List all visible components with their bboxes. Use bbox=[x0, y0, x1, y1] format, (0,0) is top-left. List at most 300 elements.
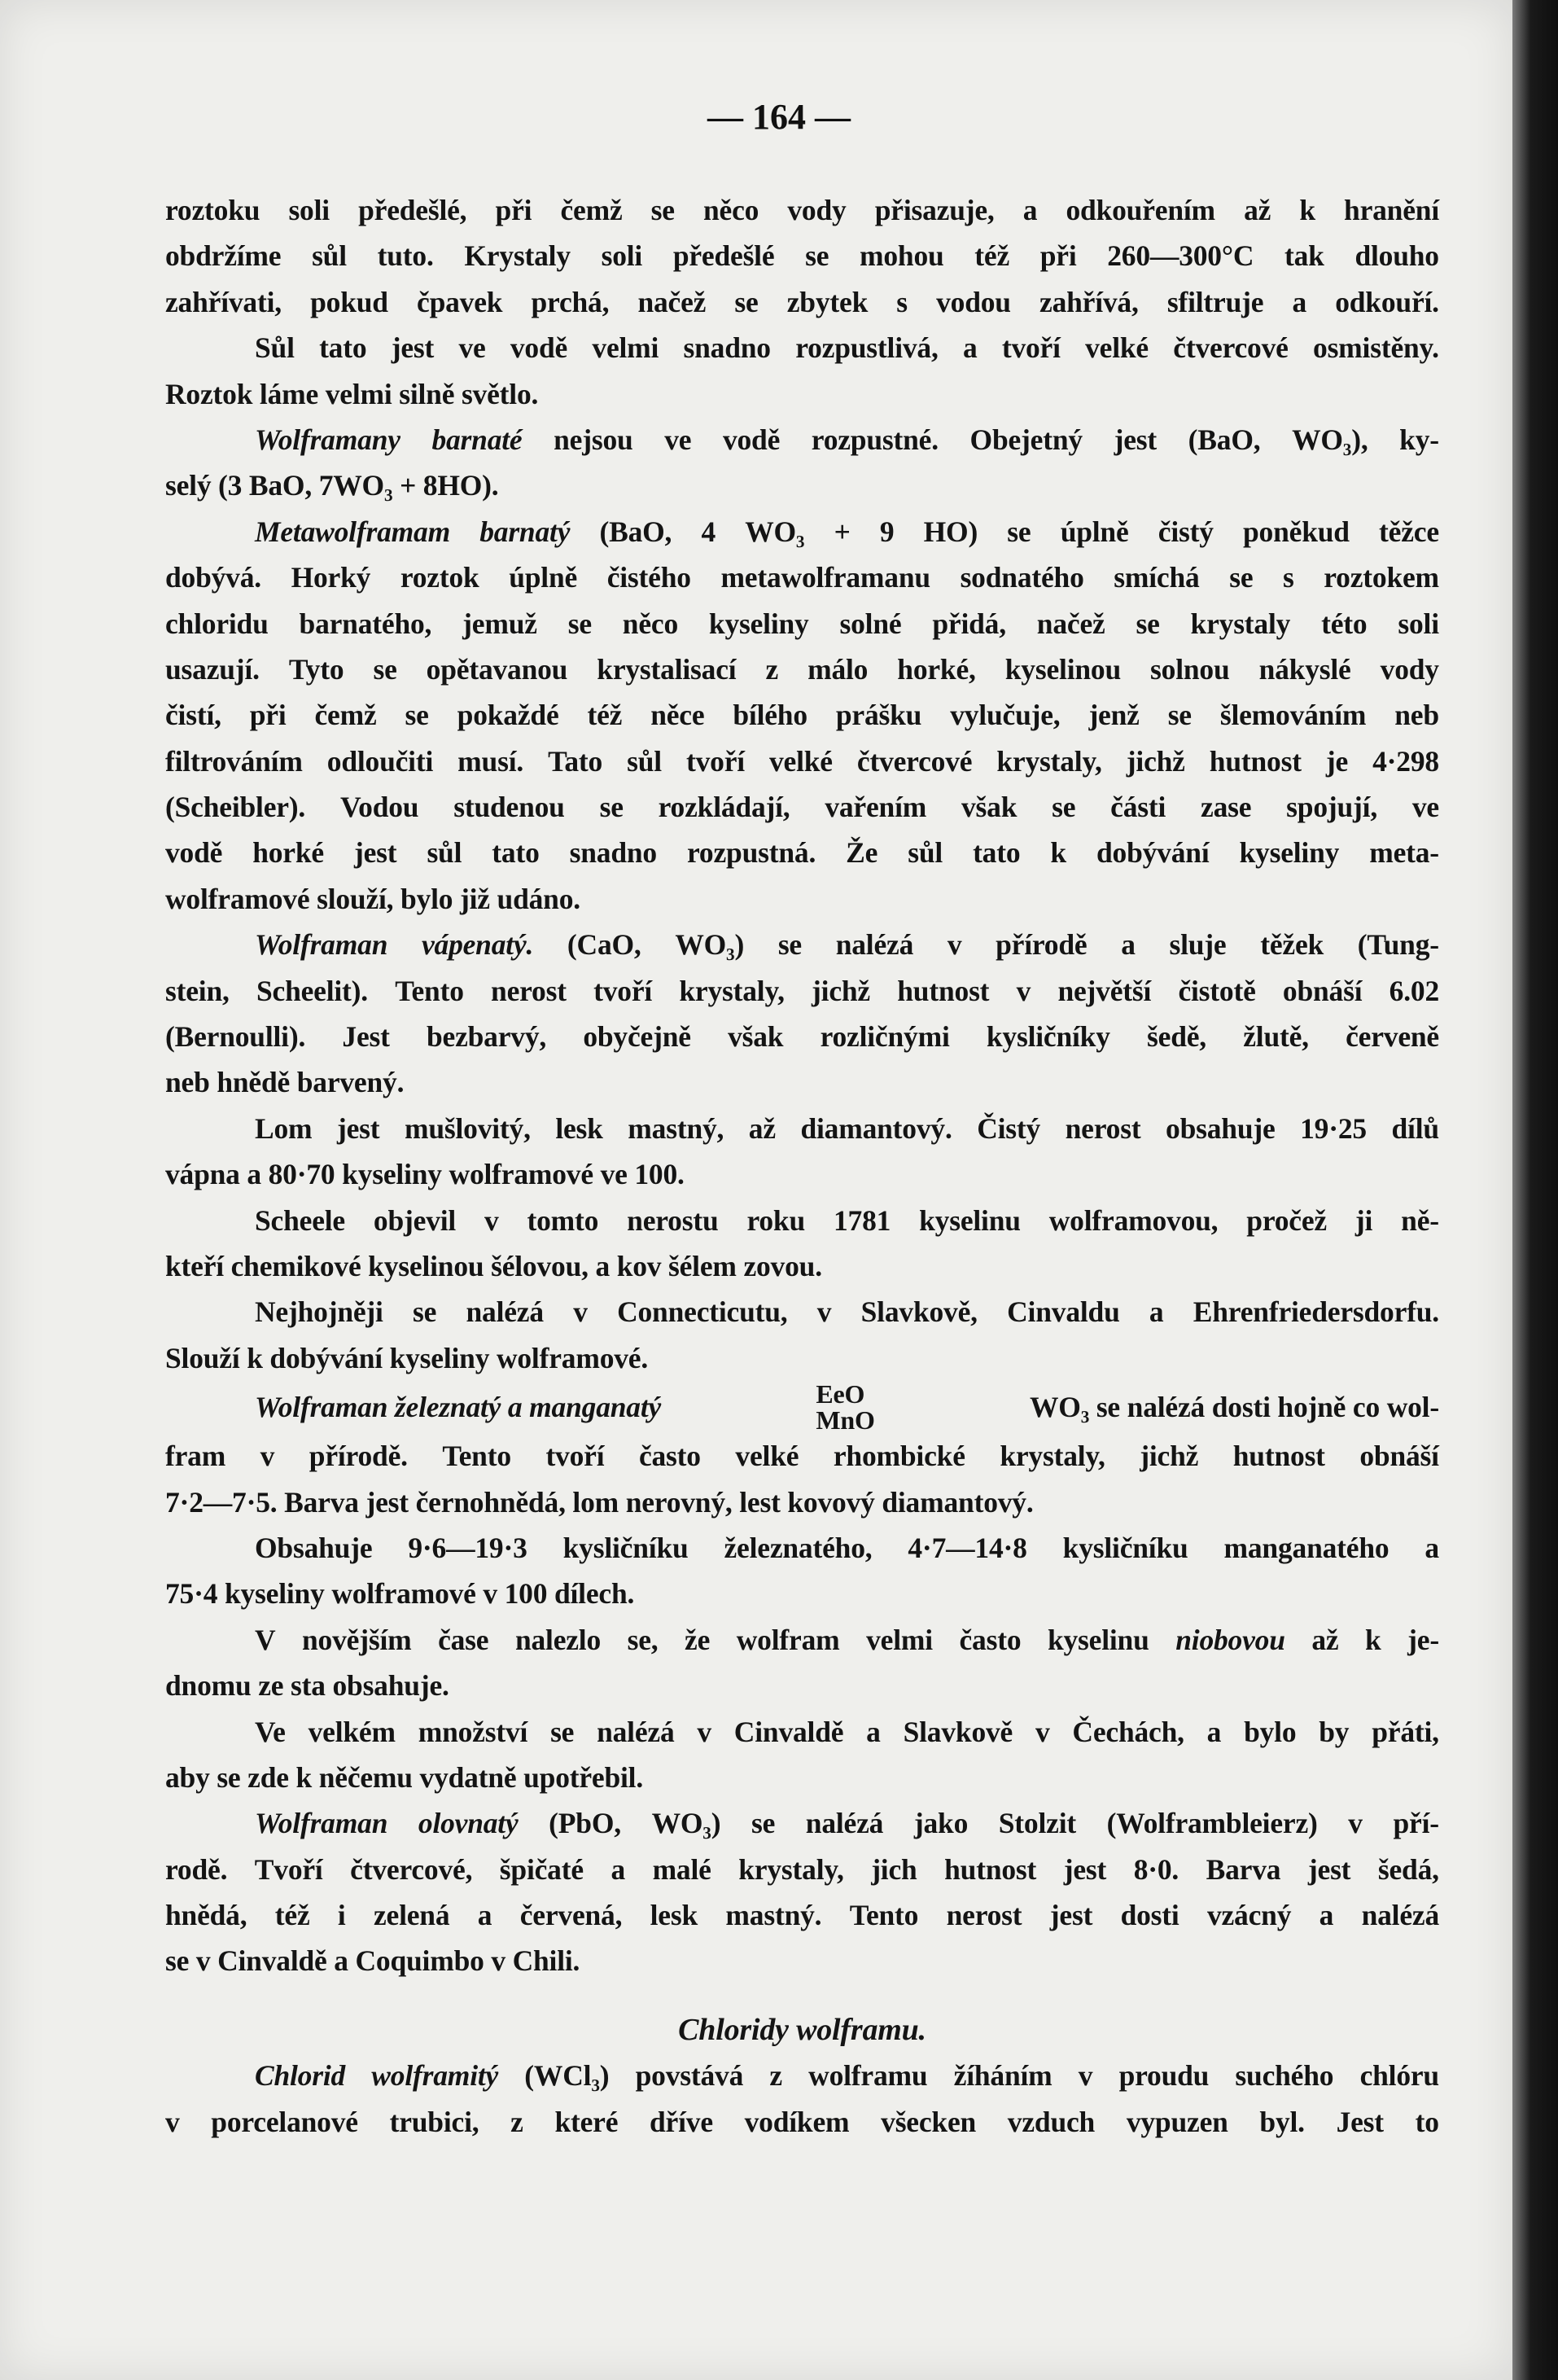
text-line bbox=[165, 1198, 1439, 1243]
word: a bbox=[1425, 1531, 1439, 1564]
text-line bbox=[165, 1433, 1439, 1479]
word: čistí, bbox=[165, 699, 221, 732]
text-line: se v Cinvaldě a Coquimbo v Chili. bbox=[165, 1944, 580, 1978]
word: se bbox=[1167, 699, 1192, 732]
word: největší bbox=[1057, 974, 1152, 1007]
word: Chlorid bbox=[255, 2059, 346, 2093]
word: při bbox=[249, 699, 287, 732]
word: sůl bbox=[427, 836, 462, 870]
text-line bbox=[165, 509, 1439, 554]
word: Nejhojněji bbox=[255, 1295, 383, 1329]
word: dobývání bbox=[1096, 836, 1210, 870]
word: tvoří bbox=[1001, 331, 1061, 365]
word: wolframu bbox=[808, 2059, 928, 2093]
word: tato bbox=[319, 331, 367, 365]
word: Ve bbox=[255, 1715, 286, 1748]
word: k bbox=[1365, 1623, 1381, 1656]
word: chloridu bbox=[165, 607, 269, 640]
word: rozličnými bbox=[820, 1020, 950, 1054]
word: stein, bbox=[165, 974, 230, 1007]
word: se bbox=[1229, 561, 1254, 594]
word: nalézá bbox=[1361, 1899, 1439, 1932]
word: s bbox=[896, 285, 908, 318]
word: pokud bbox=[310, 285, 388, 318]
text-line bbox=[165, 1709, 1439, 1755]
word: barnatý bbox=[479, 515, 571, 548]
word: to bbox=[1415, 2105, 1439, 2138]
word: čistotě bbox=[1178, 974, 1256, 1007]
word: wolfram bbox=[736, 1623, 840, 1656]
word: šedá, bbox=[1377, 1852, 1439, 1886]
word: se bbox=[567, 607, 592, 640]
word: čemž bbox=[560, 194, 623, 226]
text-line: selý (3 BaO, 7WO₃ + 8HO). bbox=[165, 469, 499, 502]
word: vodou bbox=[936, 285, 1011, 318]
word: olovnatý bbox=[418, 1807, 519, 1840]
word: hutnost bbox=[1209, 744, 1302, 778]
word: s bbox=[1283, 561, 1294, 594]
word: hranění bbox=[1344, 194, 1439, 226]
mineral-name: Wolframan železnatý a manganatý bbox=[255, 1390, 662, 1423]
word: rozpustné. bbox=[811, 423, 939, 456]
word: je bbox=[1325, 744, 1349, 778]
word: roku bbox=[746, 1203, 806, 1237]
word: krystaly, bbox=[1000, 1440, 1105, 1473]
word: přidá, bbox=[932, 607, 1006, 640]
word: jest bbox=[1049, 1899, 1093, 1932]
word: tuto. bbox=[377, 239, 434, 273]
word: dobývá. bbox=[165, 561, 261, 594]
word: přáti, bbox=[1372, 1715, 1439, 1748]
word: jichž bbox=[812, 974, 870, 1007]
word: Cinvaldu bbox=[1007, 1295, 1120, 1329]
word: Tento bbox=[395, 974, 464, 1007]
word: soli bbox=[1398, 607, 1439, 640]
text-line: aby se zde k něčemu vydatně upotřebil. bbox=[165, 1760, 644, 1794]
word: horké, bbox=[897, 652, 976, 686]
word: Jest bbox=[342, 1020, 390, 1054]
word: z bbox=[765, 652, 779, 686]
word: Horký bbox=[291, 561, 371, 594]
word: Ehrenfriedersdorfu. bbox=[1193, 1295, 1439, 1329]
word: novějším bbox=[302, 1623, 412, 1656]
text-line-formula bbox=[165, 1381, 1439, 1433]
text-line bbox=[165, 1847, 1439, 1892]
word: nerost bbox=[1065, 1111, 1141, 1145]
word: krystalisací bbox=[597, 652, 737, 686]
word: i bbox=[337, 1899, 346, 1932]
word: se bbox=[599, 791, 624, 824]
word: kyseliny bbox=[708, 607, 809, 640]
word: jest bbox=[336, 1111, 380, 1145]
word: Wolframan bbox=[255, 928, 388, 962]
word: fram bbox=[165, 1440, 226, 1473]
text-line: vápna a 80·70 kyseliny wolframové ve 100. bbox=[165, 1158, 685, 1191]
word: načež bbox=[1036, 607, 1105, 640]
word: přírodě. bbox=[309, 1440, 408, 1473]
word: v bbox=[484, 1203, 499, 1237]
word: studenou bbox=[453, 791, 565, 824]
word: malé bbox=[652, 1852, 711, 1886]
word: čpavek bbox=[417, 285, 503, 318]
word: vzácný bbox=[1206, 1899, 1292, 1932]
word: přisazuje, bbox=[874, 194, 995, 226]
word: filtrováním bbox=[165, 744, 303, 778]
word: nerostu bbox=[627, 1203, 719, 1237]
word: Obsahuje bbox=[255, 1531, 373, 1564]
word: k bbox=[1299, 194, 1315, 226]
text-line bbox=[165, 233, 1439, 278]
word: odkouří. bbox=[1335, 285, 1439, 318]
word: šedě, bbox=[1147, 1020, 1206, 1054]
formula-rest: WO₃ se nalézá dosti hojně co wol- bbox=[1029, 1390, 1439, 1423]
word: se bbox=[777, 928, 802, 962]
word: kysličníku bbox=[562, 1531, 689, 1564]
word: tato bbox=[973, 836, 1021, 870]
word: a bbox=[1292, 285, 1307, 318]
word: zbytek bbox=[786, 285, 869, 318]
word: kyselinu bbox=[1047, 1623, 1149, 1656]
word: (WCl₃) bbox=[524, 2059, 610, 2093]
word: manganatého bbox=[1223, 1531, 1390, 1564]
word: je- bbox=[1407, 1623, 1439, 1656]
word: v bbox=[816, 1295, 832, 1329]
word: v bbox=[697, 1715, 711, 1748]
word: zahřívá, bbox=[1039, 285, 1139, 318]
word: vypuzen bbox=[1126, 2105, 1228, 2138]
word: a bbox=[1149, 1295, 1164, 1329]
word: 4 bbox=[701, 515, 716, 548]
word: a bbox=[866, 1715, 881, 1748]
word: čtvercové, bbox=[350, 1852, 473, 1886]
word: tvoří bbox=[685, 744, 745, 778]
word: předešlé, bbox=[358, 194, 467, 226]
word: v bbox=[1348, 1807, 1363, 1840]
word: často bbox=[959, 1623, 1022, 1656]
word: často bbox=[638, 1440, 701, 1473]
word: v bbox=[260, 1440, 275, 1473]
word: krystaly, bbox=[679, 974, 785, 1007]
word: tak bbox=[1284, 239, 1324, 273]
word: nerost bbox=[491, 974, 567, 1007]
word: vody bbox=[787, 194, 847, 226]
word: též bbox=[974, 239, 1010, 273]
formula-bracket bbox=[816, 1381, 874, 1433]
word: ji bbox=[1354, 1203, 1373, 1237]
word: jest bbox=[1114, 423, 1158, 456]
word: lesk bbox=[555, 1111, 603, 1145]
word: prchá, bbox=[531, 285, 610, 318]
word: trubici, bbox=[389, 2105, 479, 2138]
word: porcelanové bbox=[211, 2105, 358, 2138]
word: spojují, bbox=[1286, 791, 1377, 824]
word: Že bbox=[846, 836, 878, 870]
word: 6.02 bbox=[1389, 974, 1439, 1007]
word: dílů bbox=[1391, 1111, 1439, 1145]
word: ve bbox=[664, 423, 692, 456]
word: vápenatý. bbox=[421, 928, 534, 962]
word: červeně bbox=[1346, 1020, 1439, 1054]
word: se bbox=[413, 1295, 437, 1329]
word: velké bbox=[768, 744, 833, 778]
word: solnou bbox=[1150, 652, 1230, 686]
word: (Tung- bbox=[1357, 928, 1439, 962]
word: meta- bbox=[1369, 836, 1439, 870]
word: Cinvaldě bbox=[733, 1715, 844, 1748]
word: niobovou bbox=[1175, 1623, 1285, 1656]
word: hutnost bbox=[944, 1852, 1037, 1886]
word: a bbox=[1206, 1715, 1222, 1748]
text-line: dnomu ze sta obsahuje. bbox=[165, 1669, 449, 1703]
word: (Scheibler). bbox=[165, 791, 306, 824]
word: solné bbox=[839, 607, 902, 640]
word: a bbox=[611, 1852, 626, 1886]
word: nejsou bbox=[554, 423, 633, 456]
word: však bbox=[961, 791, 1018, 824]
text-line bbox=[165, 554, 1439, 600]
word: hutnost bbox=[1232, 1440, 1325, 1473]
word: tvoří bbox=[593, 974, 653, 1007]
word: bezbarvý, bbox=[426, 1020, 547, 1054]
word: pročež bbox=[1246, 1203, 1327, 1237]
word: nákyslé bbox=[1258, 652, 1351, 686]
word: opětavanou bbox=[426, 652, 568, 686]
text-line bbox=[165, 1289, 1439, 1335]
word: v bbox=[1035, 1715, 1050, 1748]
word: k bbox=[1050, 836, 1066, 870]
word: Jest bbox=[1336, 2105, 1384, 2138]
page-number: — 164 — bbox=[707, 97, 851, 137]
word: těžce bbox=[1379, 515, 1439, 548]
word: kyselinou bbox=[1004, 652, 1121, 686]
word: roztoku bbox=[165, 194, 260, 226]
text-line: wolframové slouží, bylo již udáno. bbox=[165, 882, 580, 915]
word: soli bbox=[288, 194, 330, 226]
word: nalézá bbox=[597, 1715, 675, 1748]
word: úplně bbox=[509, 561, 578, 594]
word: ve bbox=[1411, 791, 1439, 824]
word: sůl bbox=[312, 239, 347, 273]
word: objevil bbox=[373, 1203, 457, 1237]
word: těžek bbox=[1260, 928, 1324, 962]
word: velké bbox=[735, 1440, 799, 1473]
word: z bbox=[510, 2105, 523, 2138]
word: barnatého, bbox=[299, 607, 432, 640]
word: osmistěny. bbox=[1313, 331, 1439, 365]
word: usazují. bbox=[165, 652, 260, 686]
word: se bbox=[734, 285, 759, 318]
word: barnaté bbox=[431, 423, 523, 456]
text-line: 75·4 kyseliny wolframové v 100 dílech. bbox=[165, 1577, 635, 1611]
word: čase bbox=[438, 1623, 489, 1656]
word: nalezlo bbox=[514, 1623, 602, 1656]
word: se, bbox=[627, 1623, 659, 1656]
word: wolframovou, bbox=[1048, 1203, 1219, 1237]
word: povstává bbox=[635, 2059, 744, 2093]
text-line bbox=[165, 830, 1439, 875]
word: Krystaly bbox=[464, 239, 571, 273]
word: Metawolframam bbox=[255, 515, 450, 548]
word: sůl bbox=[627, 744, 662, 778]
word: dlouho bbox=[1354, 239, 1439, 273]
word: snadno bbox=[683, 331, 771, 365]
word: které bbox=[554, 2105, 619, 2138]
word: tvoří bbox=[545, 1440, 605, 1473]
word: Čistý bbox=[977, 1111, 1041, 1145]
word: obyčejně bbox=[583, 1020, 691, 1054]
word: chlóru bbox=[1359, 2059, 1439, 2093]
word: Lom bbox=[255, 1111, 313, 1145]
word: 1781 bbox=[833, 1203, 891, 1237]
text-line bbox=[165, 1106, 1439, 1151]
word: zelená bbox=[373, 1899, 450, 1932]
word: též bbox=[274, 1899, 310, 1932]
word: Slavkově bbox=[903, 1715, 1013, 1748]
word: čemž bbox=[314, 699, 377, 732]
word: mohou bbox=[860, 239, 944, 273]
formula-top: EeO bbox=[816, 1379, 865, 1409]
word: a bbox=[1319, 1899, 1334, 1932]
word: velmi bbox=[592, 331, 659, 365]
word: se bbox=[751, 1807, 776, 1840]
word: ně- bbox=[1401, 1203, 1439, 1237]
word: HO) bbox=[923, 515, 978, 548]
word: proudu bbox=[1118, 2059, 1210, 2093]
word: odloučiti bbox=[326, 744, 434, 778]
word: předešlé bbox=[672, 239, 775, 273]
word: WO₃) bbox=[651, 1807, 721, 1840]
word: nerost bbox=[946, 1899, 1022, 1932]
word: WO₃ bbox=[745, 515, 805, 548]
text-line bbox=[165, 1800, 1439, 1846]
word: vařením bbox=[825, 791, 927, 824]
word: by bbox=[1319, 1715, 1350, 1748]
word: a bbox=[962, 331, 978, 365]
word: sůl bbox=[908, 836, 943, 870]
word: diamantový. bbox=[800, 1111, 952, 1145]
word: (BaO, bbox=[1188, 423, 1261, 456]
word: kysličníky bbox=[986, 1020, 1110, 1054]
word: sfiltruje bbox=[1166, 285, 1264, 318]
word: v bbox=[165, 2105, 180, 2138]
word: V bbox=[255, 1623, 276, 1656]
text-line: kteří chemikové kyselinou šélovou, a kov šélem zovou. bbox=[165, 1249, 822, 1282]
word: Obejetný bbox=[969, 423, 1083, 456]
word: velmi bbox=[866, 1623, 933, 1656]
word: nalézá bbox=[466, 1295, 544, 1329]
word: v bbox=[1016, 974, 1031, 1007]
word: roztok bbox=[400, 561, 479, 594]
word: Slavkově, bbox=[860, 1295, 978, 1329]
word: (PbO, bbox=[549, 1807, 621, 1840]
word: 9 bbox=[879, 515, 895, 548]
word: sodnatého bbox=[960, 561, 1084, 594]
word: velké bbox=[1085, 331, 1149, 365]
text-line bbox=[165, 325, 1439, 370]
word: + bbox=[834, 515, 851, 548]
word: krystaly, bbox=[738, 1852, 844, 1886]
word: smíchá bbox=[1114, 561, 1200, 594]
word: až bbox=[748, 1111, 776, 1145]
word: (Wolframbleierz) bbox=[1106, 1807, 1318, 1840]
word: Čechách, bbox=[1072, 1715, 1184, 1748]
word: byl. bbox=[1259, 2105, 1305, 2138]
word: Tento bbox=[442, 1440, 511, 1473]
word: rodě. bbox=[165, 1852, 228, 1886]
word: železnatého, bbox=[724, 1531, 873, 1564]
text-line bbox=[165, 968, 1439, 1014]
word: 19·25 bbox=[1300, 1111, 1367, 1145]
word: jest bbox=[391, 331, 435, 365]
text-line bbox=[165, 2053, 1439, 2098]
word: Tyto bbox=[288, 652, 344, 686]
word: Barva bbox=[1206, 1852, 1281, 1886]
word: rozkládají, bbox=[658, 791, 790, 824]
word: rozpustná. bbox=[687, 836, 816, 870]
word: obdržíme bbox=[165, 239, 282, 273]
word: kyseliny bbox=[1239, 836, 1340, 870]
word: tomto bbox=[527, 1203, 599, 1237]
word: roztokem bbox=[1324, 561, 1439, 594]
word: velkém bbox=[308, 1715, 396, 1748]
word: Scheele bbox=[255, 1203, 345, 1237]
word: soli bbox=[601, 239, 643, 273]
word: 8·0. bbox=[1133, 1852, 1179, 1886]
word: krystaly bbox=[1190, 607, 1291, 640]
word: dříve bbox=[650, 2105, 713, 2138]
word: (Bernoulli). bbox=[165, 1020, 306, 1054]
word: množství bbox=[418, 1715, 528, 1748]
word: této bbox=[1321, 607, 1368, 640]
word: pří- bbox=[1393, 1807, 1439, 1840]
word: (CaO, bbox=[567, 928, 641, 962]
word: jenž bbox=[1088, 699, 1140, 732]
word: vodě bbox=[165, 836, 223, 870]
word: přírodě bbox=[996, 928, 1088, 962]
word: mastný. bbox=[725, 1899, 822, 1932]
word: a bbox=[1121, 928, 1136, 962]
word: dosti bbox=[1120, 1899, 1179, 1932]
word: vodě bbox=[510, 331, 568, 365]
word: jichž bbox=[1126, 744, 1185, 778]
word: vylučuje, bbox=[950, 699, 1061, 732]
word: z bbox=[769, 2059, 782, 2093]
word: rozpustlivá, bbox=[795, 331, 939, 365]
word: jich bbox=[871, 1852, 917, 1886]
word: něco bbox=[622, 607, 678, 640]
word: čistý bbox=[1158, 515, 1214, 548]
word: Stolzit bbox=[998, 1807, 1076, 1840]
word: hutnost bbox=[897, 974, 990, 1007]
word: žíháním bbox=[953, 2059, 1053, 2093]
word: jest bbox=[1307, 1852, 1351, 1886]
word: wolframitý bbox=[371, 2059, 499, 2093]
word: v bbox=[1078, 2059, 1093, 2093]
word: při bbox=[1039, 239, 1077, 273]
word: též bbox=[587, 699, 623, 732]
word: jemuž bbox=[462, 607, 537, 640]
word: Vodou bbox=[339, 791, 419, 824]
text-line bbox=[165, 187, 1439, 233]
formula-bottom: MnO bbox=[816, 1405, 875, 1435]
word: rhombické bbox=[833, 1440, 965, 1473]
text-line: neb hnědě barvený. bbox=[165, 1066, 405, 1099]
word: Tvoří bbox=[254, 1852, 323, 1886]
word: nalézá bbox=[835, 928, 914, 962]
word: v bbox=[573, 1295, 588, 1329]
text-line: 7·2—7·5. Barva jest černohnědá, lom nerovný, lest kovový diamantový. bbox=[165, 1485, 1034, 1519]
word: 4·298 bbox=[1372, 744, 1439, 778]
